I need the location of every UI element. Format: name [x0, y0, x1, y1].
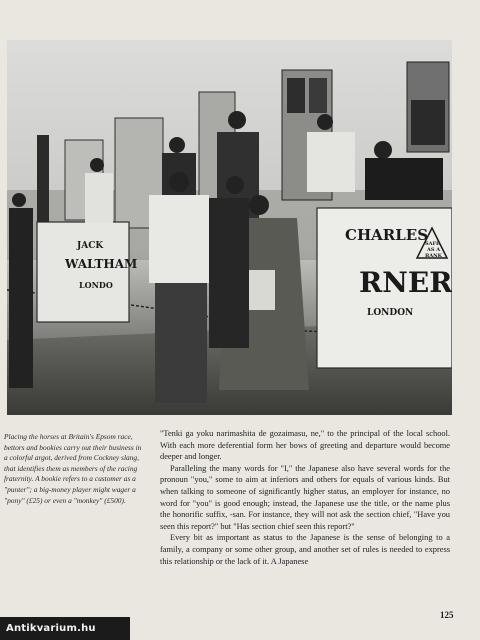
body-paragraph: Paralleling the many words for "I," the Japanese also have several words for the pronoun "you," some to aim at inferiors and others for equals of various kinds. But when talking to someone of significantly higher status, an employer for instance, no word for "you" is good enough; instead, the Japanese use the title, or the name plus the honorific suffix, -san. For instance, they will not ask the section chief, "Have you seen this report?" but "Has section chief seen this report?": [160, 463, 450, 531]
sign-rner: RNER: [359, 266, 452, 299]
photo-scene: [7, 40, 452, 415]
turner-stand: [317, 208, 452, 368]
watermark: Antikvarium.hu: [0, 617, 130, 640]
waltham-stand: [37, 222, 137, 322]
sign-london: LONDON: [367, 308, 414, 318]
sign-charles: CHARLES: [345, 226, 429, 244]
page-number: 125: [440, 610, 454, 620]
photo-caption: Placing the horses at Britain's Epsom race, bettors and bookies carry out their business in a colorful argot, derived from Cockney slang, that identifies them as members of the racing fraternity. A bookie refers to a customer as a "punter"; a big-money player might wager a "pony" (£25) or even a "monkey" (£500).: [4, 432, 142, 505]
body-paragraph: "Tenki ga yoku narimashita de gozaimasu, ne," to the principal of the local school. With each more deferential form her bows of greeting and departure would become deeper and longer.: [160, 429, 450, 462]
sign-jack: JACK: [77, 241, 104, 251]
sign-waltham: WALTHAM: [65, 257, 138, 271]
sign-bank: BANK: [425, 253, 443, 259]
body-paragraph: Every bit as important as status to the Japanese is the sense of belonging to a family, a company or some other group, and another set of rules is needed to express this relationship or the lack of it. A Japanese: [160, 533, 450, 566]
sign-as-a: AS A: [427, 247, 441, 253]
article-body: [160, 428, 450, 567]
race-photo: [7, 40, 452, 415]
sign-londo: LONDO: [79, 280, 113, 290]
sign-safe: SAFE: [425, 241, 440, 247]
